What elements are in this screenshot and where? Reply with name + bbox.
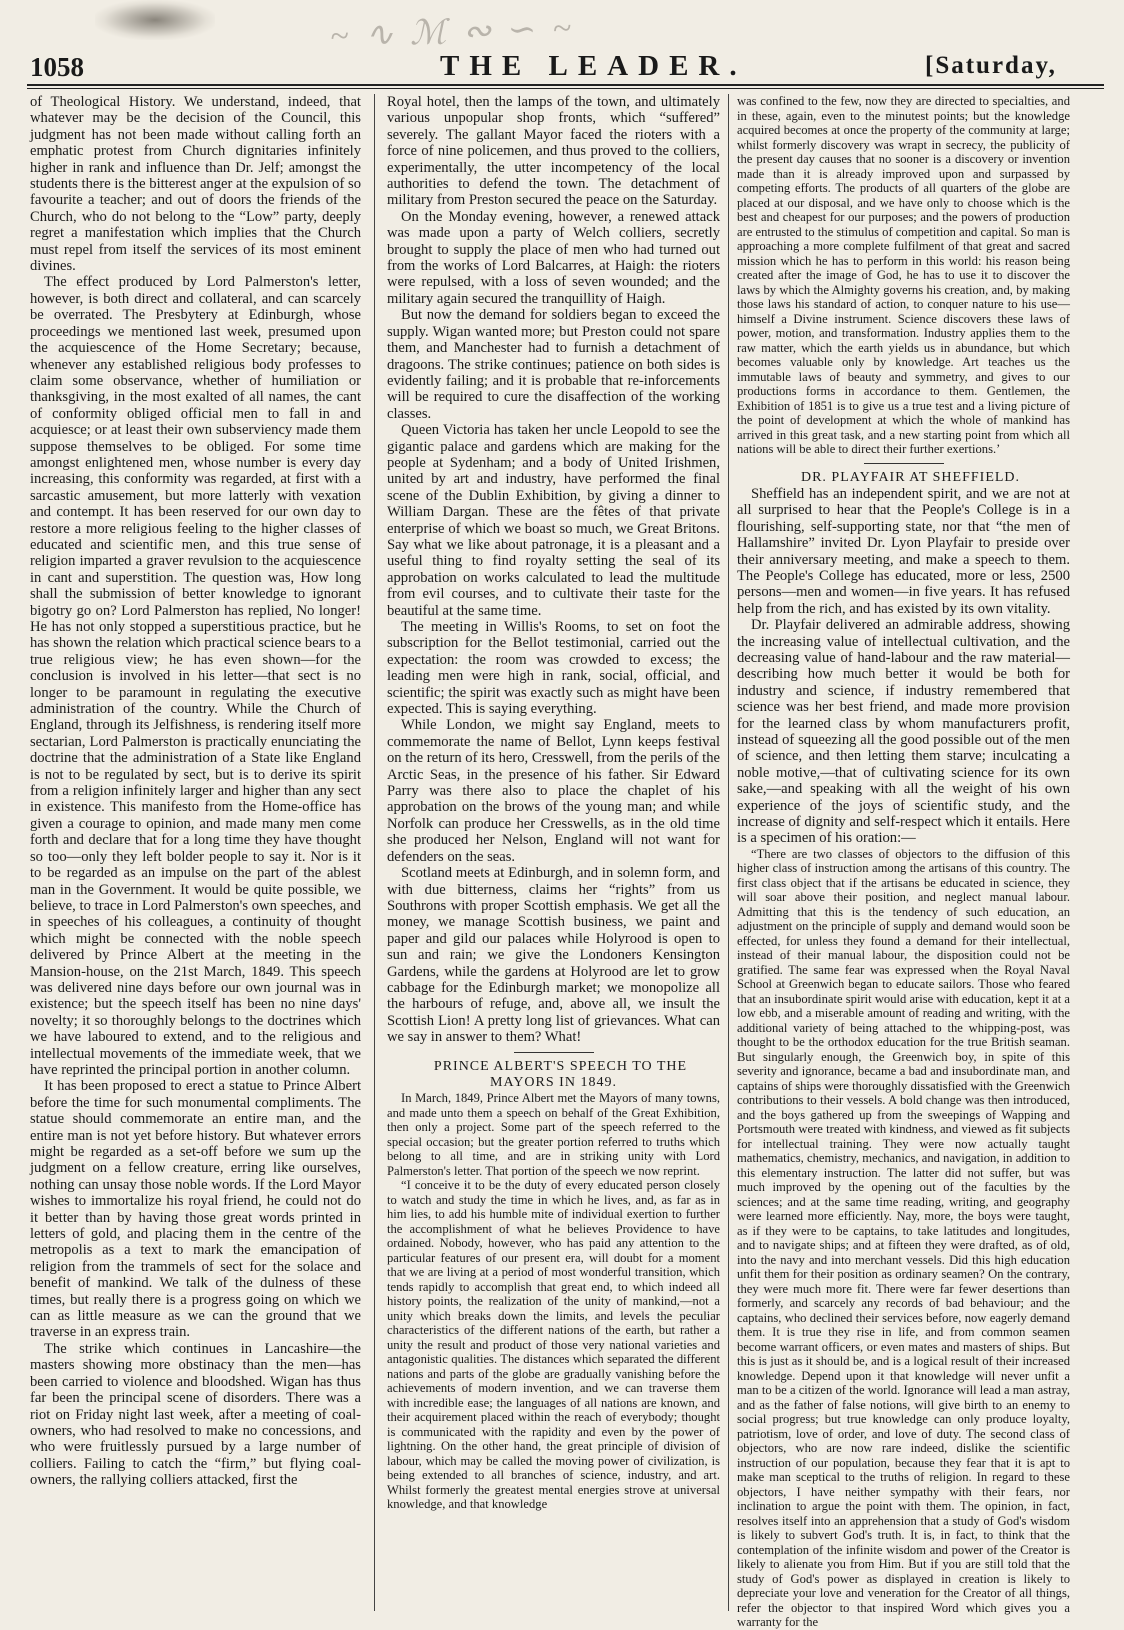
quotation: “I conceive it to be the duty of every educated person closely to watch and study the time in which he lives, and, as far as in him lies, to add his humble mite of individual exertion to further the accomplishment of what he believes Providence to have ordained. Nobody, however, who has paid any attention to the particular features of our present era, will doubt for a moment that we are living at a period of most wonderful transition, which tends rapidly to accomplish that great end, to which indeed all history points, the realization of the unity of mankind,—not a unity which breaks down the limits, and levels the peculiar characteristics of the different nations of the earth, but rather a unity the result and product of those very national varieties and antagonistic qualities. The distances which separated the different nations and parts of the globe are gradually vanishing before the achievements of modern invention, and we can traverse them with incredible ease; the languages of all nations are known, and their acquirement placed within the reach of everybody; thought is communicated with the rapidity and even by the power of lightning. On the other hand, the great principle of division of labour, which may be called the moving power of civilization, is being extended to all branches of science, industry, and art. Whilst formerly the greatest mental energies strove at universal knowledge, and that knowledge bbox=[387, 1178, 720, 1512]
column-1 bbox=[30, 94, 361, 1489]
handwritten-scribble: ~ ∿ ℳ ∾ ∽ ~ bbox=[329, 9, 576, 56]
paragraph: The strike which continues in Lancashire—the masters showing more obstinacy than the men—has been carried to violence and bloodshed. Wigan has thus far been the principal scene of disorders. There was a riot on Friday night last week, after a meeting of coal-owners, who had resolved to make no concessions, and who were fruitlessly pursued by a large number of colliers. Failing to catch the “firm,” but flying coal-owners, the rallying colliers attacked, first the bbox=[30, 1340, 361, 1489]
paragraph: But now the demand for soldiers began to exceed the supply. Wigan wanted more; but Preston could not spare them, and Manchester had to furnish a detachment of dragoons. The strike continues; patience on both sides is evidently failing; and it is probable that re-inforcements will be required to cure the disaffection of the working classes. bbox=[387, 307, 720, 422]
masthead bbox=[0, 0, 1124, 92]
section-heading: PRINCE ALBERT'S SPEECH TO THE MAYORS IN 1849. bbox=[433, 1058, 688, 1090]
paragraph: On the Monday evening, however, a renewed attack was made upon a party of Welch colliers, secretly brought to supply the place of men who had turned out from the works of Lord Balcarres, at Haigh: the rioters were repulsed, with a loss of seven wounded; and the military again secured the tranquillity of Haigh. bbox=[387, 208, 720, 307]
quotation: “There are two classes of objectors to the diffusion of this higher class of instruction among the artisans of this country. The first class object that if the artisans be educated in science, they will soar above their position, and neglect manual labour. Admitting that this is the tendency of such education, an adjustment on the principle of supply and demand would soon be effected, for unless they found a demand for their intellectual, instead of their manual labour, the disposition could not be gratified. The same fear was expressed when the Royal Naval School at Greenwich began to educate sailors. Those who feared that an insubordinate spirit would arise with education, kept it at a low ebb, and a miserable amount of reading and writing, with the additional variety of being attached to the whipping-post, was thought to be the orthodox education for the true British seaman. But singularly enough, the Greenwich boy, in spite of this severity and ignorance, became a bad and insubordinate man, and captains of ships were thoroughly dissatisfied with the Greenwich contributions to their vessels. A bold change was then introduced, and the boys gathered up from the sweepings of Wapping and Portsmouth were treated with kindness, and viewed as fit subjects for intellectual training. They were now actually taught mathematics, chemistry, mechanics, and navigation, in addition to this elementary instruction. The latter did not suffer, but was much improved by the opening out of the faculties by the sciences; and at the same time reading, writing, and geography were learned more efficiently. Nay, more, the boys were taught, as if they were to be captains, to take latitudes and longitudes, and to navigate ships; and at fifteen they were drafted, as of old, into the navy and into merchant vessels. Did this high education unfit them for their position as ordinary seamen? On the contrary, they were much more fit. There were far fewer desertions than formerly, and scarcely any records of bad behaviour; and the captains, who declined their services before, now eagerly demand them. It is true they rise in life, and from common seamen become warrant officers, or even mates and masters of ships. But this is just as it should be, and is a logical result of their increased knowledge. Depend upon it that knowledge will never unfit a man to be a citizen of the world. Ignorance will lead a man astray, and as the father of false notions, will give birth to an enemy to social progress; but true knowledge can only produce loyalty, patriotism, love of order, and love of duty. The second class of objectors, who are now rare indeed, dislike the scientific instruction of our population, because they fear that it is apt to make man sceptical to the truths of religion. In regard to these objectors, I have neither sympathy with their fears, nor inclination to argue the point with them. The opinion, in fact, resolves itself into an apprehension that a study of God's wisdom is likely to subvert God's truth. It is, in fact, to think that the contemplation of the infinite wisdom and power of the Creator is likely to alienate you from Him. But if you are still told that the study of God's power as displayed in creation is likely to depreciate your love and veneration for the Creator of all things, refer the objector to that inspired Word which gives you a warranty for the bbox=[737, 846, 1070, 1630]
column-3 bbox=[737, 94, 1070, 1630]
issue-day: [Saturday, bbox=[925, 52, 1057, 79]
quotation: was confined to the few, now they are directed to specialties, and in these, again, even to the minutest points; but the knowledge acquired becomes at once the property of the community at large; whilst formerly discovery was wrapt in secrecy, the publicity of the present day causes that no sooner is a discovery or invention made than it is already improved upon and surpassed by competing efforts. The products of all quarters of the globe are placed at our disposal, and we have only to choose which is the best and cheapest for our purposes; and the powers of production are entrusted to the stimulus of competition and capital. So man is approaching a more complete fulfilment of that great and sacred mission which he has to perform in this world: his reason being created after the image of God, he has to use it to discover the laws by which the Almighty governs his creation, and, by making those laws his standard of action, to conquer nature to his use—himself a Divine instrument. Science discovers these laws of power, motion, and transformation. Industry applies them to the raw matter, which the earth yields us in abundance, but which becomes valuable only by knowledge. Art teaches us the immutable laws of beauty and symmetry, and gives to our productions forms in accordance to them. Gentlemen, the Exhibition of 1851 is to give us a true test and a living picture of the point of development at which the whole of mankind has arrived in this great task, and a new starting point from which all nations will be able to direct their further exertions.’ bbox=[737, 94, 1070, 456]
paragraph: Sheffield has an independent spirit, and we are not at all surprised to hear that the People's College is in a flourishing, self-supporting state, nor that “the men of Hallamshire” invited Dr. Lyon Playfair to preside over their anniversary meeting, and make a speech to them. The People's College has educated, more or less, 2500 persons—men and women—in five years. It has refused help from the rich, and has existed by its own vitality. bbox=[737, 485, 1070, 617]
column-divider bbox=[728, 94, 729, 1611]
section-heading: DR. PLAYFAIR AT SHEFFIELD. bbox=[800, 469, 1021, 485]
paragraph: Royal hotel, then the lamps of the town, and ultimately various unpopular shop fronts, which “suffered” severely. The gallant Mayor faced the rioters with a force of nine policemen, and thus proved to the colliers, experimentally, the utter incompetency of the local authorities to defend the town. The detachment of military from Preston secured the peace on the Saturday. bbox=[387, 94, 720, 209]
paragraph: of Theological History. We understand, indeed, that whatever may be the decision of the Council, this judgment has not been made without calling forth an emphatic protest from Church dignitaries infinitely higher in rank and influence than Dr. Jelf; amongst the students there is the bitterest anger at the expulsion of so favourite a teacher; and out of doors the friends of the Church, who do not belong to the “Low” party, deeply regret a manifestation which implies that the Church must repel from itself the services of its most eminent divines. bbox=[30, 94, 361, 275]
ink-smudge bbox=[95, 0, 215, 40]
column-2 bbox=[387, 94, 720, 1512]
paragraph: Dr. Playfair delivered an admirable address, showing the increasing value of intellectual cultivation, and the decreasing value of hand-labour and the raw material—describing how much better it would be both for industry and science, if industry remembered that science was her best friend, and made more provision for the learned class by whom manufacturers profit, instead of squeezing all the good possible out of the men of science, and then letting them starve; inculcating a noble motive,—that of cultivating science for its own sake,—and speaking with all the weight of his own experience of the joys of scientific study, and the increase of dignity and self-respect which it entails. Here is a specimen of his oration:— bbox=[737, 617, 1070, 847]
paragraph: In March, 1849, Prince Albert met the Mayors of many towns, and made unto them a speech on behalf of the Great Exhibition, then only a project. Some part of the speech referred to the special occasion; but the greater portion referred to truths which belong to all time, and are in striking unity with Lord Palmerston's letter. That portion of the speech we now reprint. bbox=[387, 1091, 720, 1178]
paragraph: It has been proposed to erect a statue to Prince Albert before the time for such monumental compliments. The statue should commemorate an entire man, and the entire man is not yet before history. But whatever errors might be regarded as a set-off before we sum up the judgment on a fellow creature, erring like ourselves, nothing can unsay those noble words. If the Lord Mayor wishes to immortalize his royal friend, he could not do it better than by having those great words printed in letters of gold, and placing them in the centre of the metropolis as a text to mark the emancipation of religion from the trammels of sect for the solace and benefit of mankind. We talk of the dulness of these times, but really there is a progress going on which we can as little measure as we can the ground that we traverse in an express train. bbox=[30, 1078, 361, 1341]
paragraph: While London, we might say England, meets to commemorate the name of Bellot, Lynn keeps festival on the return of its hero, Cresswell, from the perils of the Arctic Seas, in the presence of his father. Sir Edward Parry was there also to place the chaplet of his approbation on the brows of the young man; and while Norfolk can produce her Cresswells, as in the old time she produced her Nelson, England will not want for defenders on the seas. bbox=[387, 717, 720, 865]
section-rule bbox=[514, 1052, 594, 1053]
paragraph: The meeting in Willis's Rooms, to set on foot the subscription for the Bellot testimonial, carried out the expectation: the room was crowded to excess; the leading men were high in rank, social, official, and scientific; the spirit was exactly such as might have been expected. This is saying everything. bbox=[387, 619, 720, 718]
page-number: 1058 bbox=[30, 52, 84, 82]
column-divider bbox=[374, 94, 375, 1611]
header-rule bbox=[27, 84, 1104, 86]
paragraph: Queen Victoria has taken her uncle Leopold to see the gigantic palace and gardens which are making for the people at Sydenham; and a body of United Irishmen, united by art and industry, have performed the final scene of the Dublin Exhibition, by giving a dinner to William Dargan. These are the fêtes of that private enterprise of which we boast so much, we Great Britons. Say what we like about patronage, it is a pleasant and a useful thing to find royalty setting the seal of its approbation on works calculated to lead the multitude from evil courses, and to cultivate their taste for the beautiful at the same time. bbox=[387, 422, 720, 619]
section-rule bbox=[864, 463, 944, 464]
header-rule-thin bbox=[27, 88, 1104, 89]
newspaper-title: THE LEADER. bbox=[440, 50, 747, 82]
paragraph: The effect produced by Lord Palmerston's letter, however, is both direct and collateral, and can scarcely be overrated. The Presbytery at Edinburgh, whose proceedings we mentioned last week, presumed upon the acquiescence of the Home Secretary; because, whenever any established religious body professes to claim some observance, whether of humiliation or thanksgiving, in the most exalted of all names, the cant of conformity obliged official men to fall in and acquiesce; or at least their own subserviency made them suppose themselves to be obliged. For some time amongst enlightened men, whose number is every day increasing, this conformity was regarded, at first with a sarcastic amusement, but more latterly with vexation and contempt. It has been reserved for our own day to restore a more religious feeling to the higher classes of educated and scientific men, and this true sense of religion imparted a graver revulsion to the acquiescence in cant and superstition. The question was, How long shall the submission of better knowledge to ignorant bigotry go on? Lord Palmerston has replied, No longer! He has not only stopped a superstitious practice, but he has shown the relation which practical science bears to a true religious view; he has even shown—for the conclusion is involved in his letter—that sect is no longer to be paramount in regulating the executive administration of the country. While the Church of England, through its Jelfishness, is rendering itself more sectarian, Lord Palmerston is practically enunciating the doctrine that the administration of a State like England is not to be regulated by sect, but is to derive its spirit from a religion infinitely larger and higher than any sect in existence. This manifesto from the Home-office has given a courage to opinion, and made many men come forth and declare that for a long time they have thought so too—only they left bolder people to say it. Nor is it to be regarded as an impulse on the part of the ablest man in the Government. It would be quite possible, we believe, to trace in Lord Palmerston's own speeches, and in speeches of his colleagues, a continuity of thought which might be connected with the noble speech delivered by Prince Albert at the meeting in the Mansion-house, on the 21st March, 1849. This speech was delivered nine days before our own journal was in existence; but the speech itself has been no nine days' novelty; it so thoroughly belongs to the doctrines which we have laboured to extend, and to the religious and intellectual movements of the immediate week, that we have reprinted the principal portion in another column. bbox=[30, 274, 361, 1078]
paragraph: Scotland meets at Edinburgh, and in solemn form, and with due bitterness, claims her “rights” from us Southrons with proper Scottish emphasis. We get all the money, we manage Scottish business, we paint and paper and gild our palaces while Holyrood is open to sun and rain; we give the Londoners Kensington Gardens, while the gardens at Holyrood are let to grow cabbage for the Edinburgh market; we monopolize all the harbours of refuge, and, above all, we insult the Scottish Lion! A pretty long list of grievances. What can we say in answer to them? What! bbox=[387, 865, 720, 1046]
